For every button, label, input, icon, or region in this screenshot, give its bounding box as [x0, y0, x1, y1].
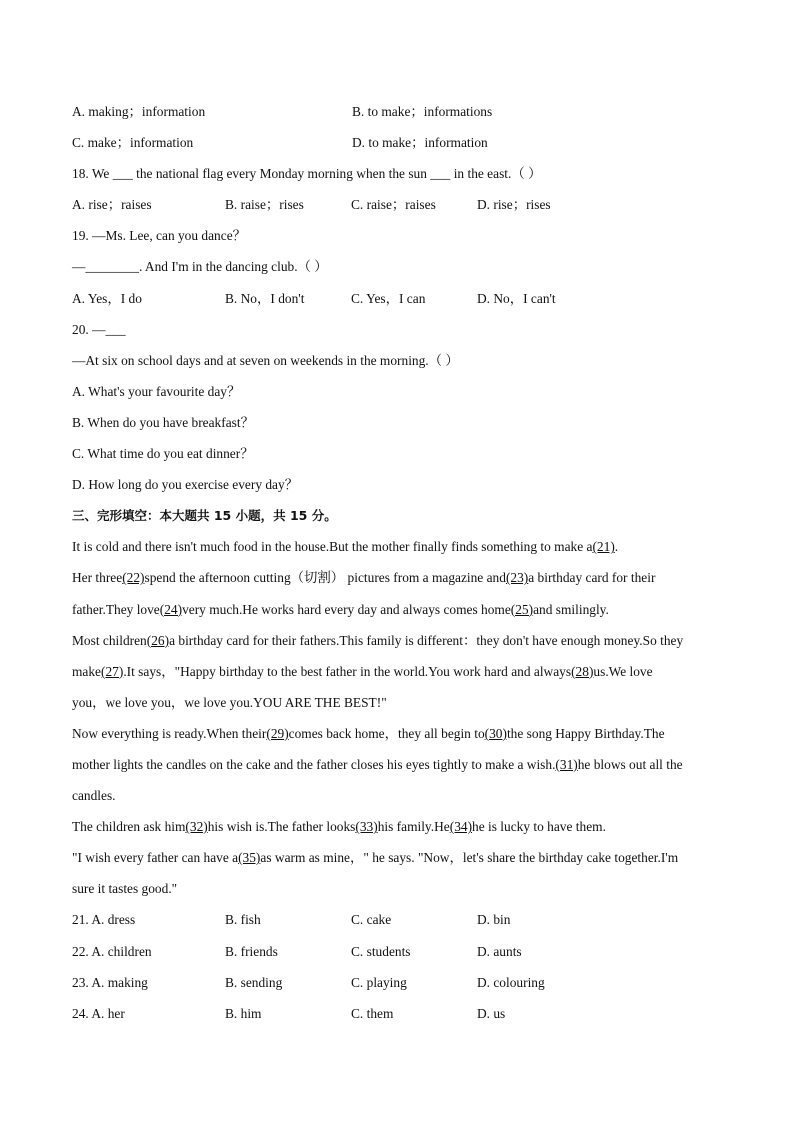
q22-option-a[interactable]: 22. A. children: [72, 943, 152, 959]
q20-option-a[interactable]: A. What's your favourite day？: [72, 383, 241, 399]
passage-text: The children ask him: [72, 819, 186, 835]
passage-line-9: candles.: [72, 788, 116, 804]
q21-options: [72, 904, 722, 935]
q21-option-b[interactable]: B. fish: [225, 912, 261, 928]
q17-option-d[interactable]: D. to make；information: [352, 135, 488, 151]
blank-23[interactable]: (23): [505, 570, 529, 586]
q24-options: [72, 998, 722, 1029]
q19-answer-line: —________. And I'm in the dancing club.（ ）: [72, 259, 328, 275]
passage-text: he is lucky to have them.: [472, 819, 606, 835]
q20-answer-line: —At six on school days and at seven on weekends in the morning.（ ）: [72, 352, 459, 368]
q18-option-d[interactable]: D. rise；rises: [477, 197, 551, 213]
q17-option-a[interactable]: A. making；information: [72, 104, 206, 119]
passage-text: a birthday card for their fathers.This family is different：they don't have enough money.So they: [169, 632, 684, 648]
blank-33[interactable]: (33): [355, 819, 378, 835]
blank-21[interactable]: (21): [592, 539, 615, 555]
blank-31[interactable]: (31): [555, 756, 578, 772]
passage-text: Most children: [72, 632, 147, 648]
passage-text: he blows out all the: [577, 756, 683, 772]
q21-option-d[interactable]: D. bin: [477, 912, 511, 928]
q19-stem: 19. —Ms. Lee, can you dance？: [72, 228, 247, 244]
passage-line-7: [72, 718, 722, 749]
q21-option-c[interactable]: C. cake: [351, 912, 392, 928]
blank-29[interactable]: (29): [266, 725, 289, 741]
passage-text: spend the afternoon cutting（切割） pictures from a magazine and: [144, 570, 506, 586]
blank-35[interactable]: (35): [238, 850, 261, 866]
q20-option-c[interactable]: C. What time do you eat dinner？: [72, 446, 254, 462]
passage-text: Now everything is ready.When their: [72, 725, 267, 741]
q23-options: [72, 967, 722, 998]
blank-24[interactable]: (24): [159, 601, 183, 617]
q24-option-b[interactable]: B. him: [225, 1005, 262, 1021]
q20-option-d[interactable]: D. How long do you exercise every day？: [72, 477, 299, 493]
passage-text: his family.He: [377, 819, 450, 835]
passage-text: "I wish every father can have a: [72, 850, 239, 866]
q19-option-b[interactable]: B. No，I don't: [225, 290, 305, 306]
exam-page: [72, 96, 722, 1029]
passage-text: .It says，"Happy birthday to the best father in the world.You work hard and always: [123, 663, 572, 679]
blank-22[interactable]: (22): [122, 570, 145, 586]
passage-text: as warm as mine，" he says. "Now，let's share the birthday cake together.I'm: [260, 850, 679, 866]
q18-stem: 18. We ___ the national flag every Monday morning when the sun ___ in the east.（ ）: [72, 166, 542, 182]
q17-option-b[interactable]: B. to make；informations: [352, 104, 493, 119]
passage-text: Her three: [72, 570, 123, 586]
q18-option-b[interactable]: B. raise；rises: [225, 197, 304, 213]
q20-option-b[interactable]: B. When do you have breakfast？: [72, 414, 254, 430]
blank-32[interactable]: (32): [185, 819, 208, 835]
q22-options: [72, 936, 722, 967]
passage-line-11: [72, 842, 722, 873]
passage-text: very much.He works hard every day and always comes home: [182, 601, 511, 617]
q24-option-c[interactable]: C. them: [351, 1005, 394, 1021]
q19-option-d[interactable]: D. No，I can't: [477, 290, 556, 306]
cloze-passage: [72, 531, 722, 904]
q18-options: [72, 189, 722, 220]
q19-option-a[interactable]: A. Yes，I do: [72, 290, 142, 306]
passage-text: us.We love: [593, 663, 653, 679]
passage-text: It is cold and there isn't much food in the house.But the mother finally finds something to make a: [72, 539, 593, 555]
passage-text: his wish is.The father looks: [207, 819, 356, 835]
blank-30[interactable]: (30): [484, 725, 507, 741]
q17-options-row2: [72, 127, 722, 158]
q23-option-a[interactable]: 23. A. making: [72, 974, 148, 990]
q24-option-d[interactable]: D. us: [477, 1005, 506, 1021]
passage-line-10: [72, 811, 722, 842]
blank-34[interactable]: (34): [449, 819, 473, 835]
q21-option-a[interactable]: 21. A. dress: [72, 912, 136, 928]
passage-line-5: [72, 656, 722, 687]
q17-option-c[interactable]: C. make；information: [72, 135, 194, 151]
passage-line-6: you，we love you，we love you.YOU ARE THE BEST!": [72, 694, 387, 710]
passage-line-2: [72, 562, 722, 593]
section-3-heading: 三、完形填空：本大题共 15 小题，共 15 分。: [72, 508, 337, 524]
passage-line-1: [72, 531, 722, 562]
passage-text: comes back home，they all begin to: [288, 725, 485, 741]
passage-text: make: [72, 663, 101, 679]
q22-option-b[interactable]: B. friends: [225, 943, 278, 959]
q24-option-a[interactable]: 24. A. her: [72, 1005, 125, 1021]
q20-stem: 20. —___: [72, 321, 126, 337]
passage-text: the song Happy Birthday.The: [506, 725, 665, 741]
blank-25[interactable]: (25): [510, 601, 534, 617]
passage-line-12: sure it tastes good.": [72, 881, 178, 897]
passage-text: a birthday card for their: [528, 570, 656, 586]
passage-line-3: [72, 594, 722, 625]
q19-option-c[interactable]: C. Yes，I can: [351, 290, 426, 306]
blank-27[interactable]: (27): [101, 663, 124, 679]
passage-line-8: [72, 749, 722, 780]
q17-options-row1: [72, 96, 722, 127]
q18-option-c[interactable]: C. raise；raises: [351, 197, 436, 213]
blank-28[interactable]: (28): [571, 663, 594, 679]
q19-options: [72, 283, 722, 314]
passage-text: father.They love: [72, 601, 160, 617]
q22-option-c[interactable]: C. students: [351, 943, 411, 959]
q23-option-b[interactable]: B. sending: [225, 974, 283, 990]
q23-option-c[interactable]: C. playing: [351, 974, 407, 990]
q22-option-d[interactable]: D. aunts: [477, 943, 522, 959]
q18-option-a[interactable]: A. rise；raises: [72, 197, 152, 213]
blank-26[interactable]: (26): [146, 632, 170, 648]
passage-text: .: [614, 539, 619, 555]
passage-text: and smilingly.: [533, 601, 609, 617]
q23-option-d[interactable]: D. colouring: [477, 974, 545, 990]
passage-line-4: [72, 625, 722, 656]
passage-text: mother lights the candles on the cake and the father closes his eyes tightly to make a wish.: [72, 756, 556, 772]
